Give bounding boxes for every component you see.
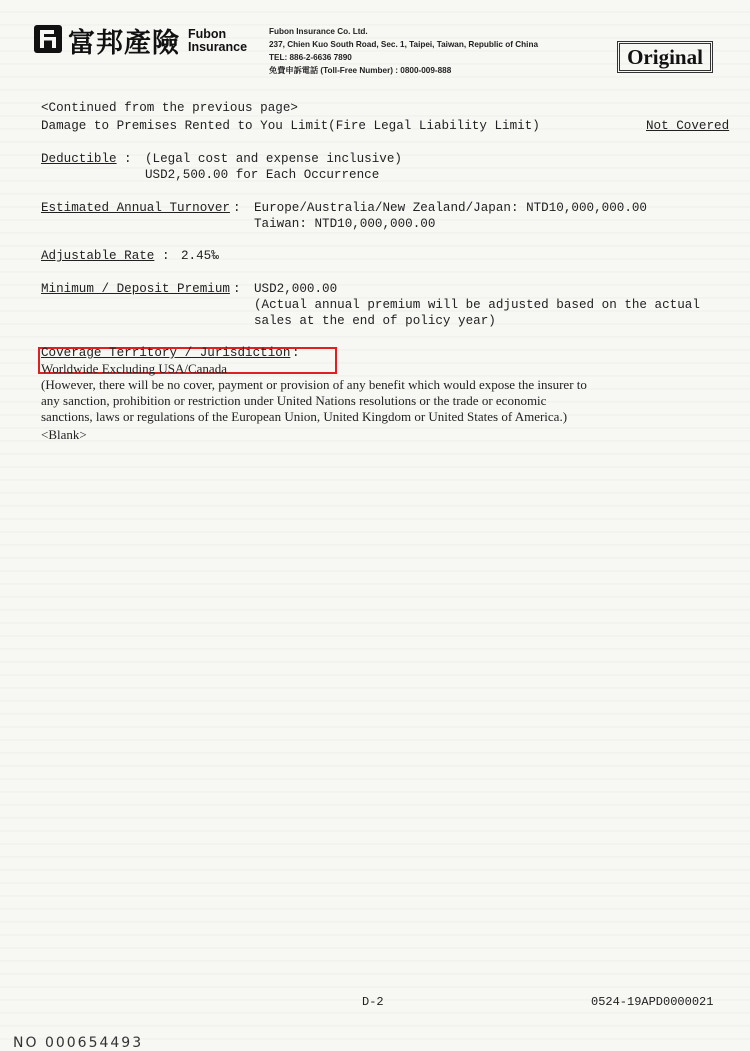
turnover-label: Estimated Annual Turnover xyxy=(41,201,230,215)
company-info xyxy=(269,25,538,77)
continued-note: <Continued from the previous page> xyxy=(41,101,298,115)
company-tel: TEL: 886-2-6636 7890 xyxy=(269,53,352,62)
sanction-line-2: any sanction, prohibition or restriction under United Nations resolutions or the trade or economic xyxy=(41,393,547,408)
damage-value: Not Covered xyxy=(646,119,730,133)
premium-line-1: USD2,000.00 xyxy=(254,282,338,296)
territory-separator: : xyxy=(292,346,300,360)
document-code: 0524-19APD0000021 xyxy=(591,995,714,1009)
premium-line-3: sales at the end of policy year) xyxy=(254,314,496,328)
rate-value: 2.45‰ xyxy=(181,249,219,263)
territory-value: Worldwide Excluding USA/Canada xyxy=(41,361,227,376)
rate-label: Adjustable Rate xyxy=(41,249,155,263)
company-name: Fubon Insurance Co. Ltd. xyxy=(269,27,368,36)
turnover-separator: : xyxy=(233,201,241,215)
page-number: D-2 xyxy=(362,995,384,1009)
premium-separator: : xyxy=(233,282,241,296)
deductible-line-2: USD2,500.00 for Each Occurrence xyxy=(145,168,380,182)
turnover-line-2: Taiwan: NTD10,000,000.00 xyxy=(254,217,436,231)
turnover-line-1: Europe/Australia/New Zealand/Japan: NTD10,000,000.00 xyxy=(254,201,647,215)
blank-marker: <Blank> xyxy=(41,427,87,442)
rate-separator: : xyxy=(162,249,170,263)
logo-en-line2: Insurance xyxy=(188,40,248,54)
damage-label: Damage to Premises Rented to You Limit(Fire Legal Liability Limit) xyxy=(41,119,540,133)
original-stamp: Original xyxy=(619,43,711,71)
logo-english-name xyxy=(188,28,247,54)
logo-chinese-name: 富邦產險 xyxy=(68,28,180,59)
fubon-logo-icon xyxy=(33,24,63,54)
sanction-line-1: (However, there will be no cover, payment or provision of any benefit which would expose the insurer to xyxy=(41,377,587,392)
premium-label: Minimum / Deposit Premium xyxy=(41,282,230,296)
company-address: 237, Chien Kuo South Road, Sec. 1, Taipei, Taiwan, Republic of China xyxy=(269,40,539,49)
serial-number: NO 000654493 xyxy=(13,1035,144,1051)
company-toll-free: 免費申訴電話 (Toll-Free Number) : 0800-009-888 xyxy=(269,66,452,75)
premium-line-2: (Actual annual premium will be adjusted based on the actual xyxy=(254,298,700,312)
logo-en-line1: Fubon xyxy=(188,27,227,41)
deductible-label: Deductible xyxy=(41,152,117,166)
territory-label: Coverage Territory / Jurisdiction xyxy=(41,346,291,360)
deductible-line-1: (Legal cost and expense inclusive) xyxy=(145,152,402,166)
deductible-separator: : xyxy=(124,152,132,166)
sanction-line-3: sanctions, laws or regulations of the European Union, United Kingdom or United States of America.) xyxy=(41,409,568,424)
